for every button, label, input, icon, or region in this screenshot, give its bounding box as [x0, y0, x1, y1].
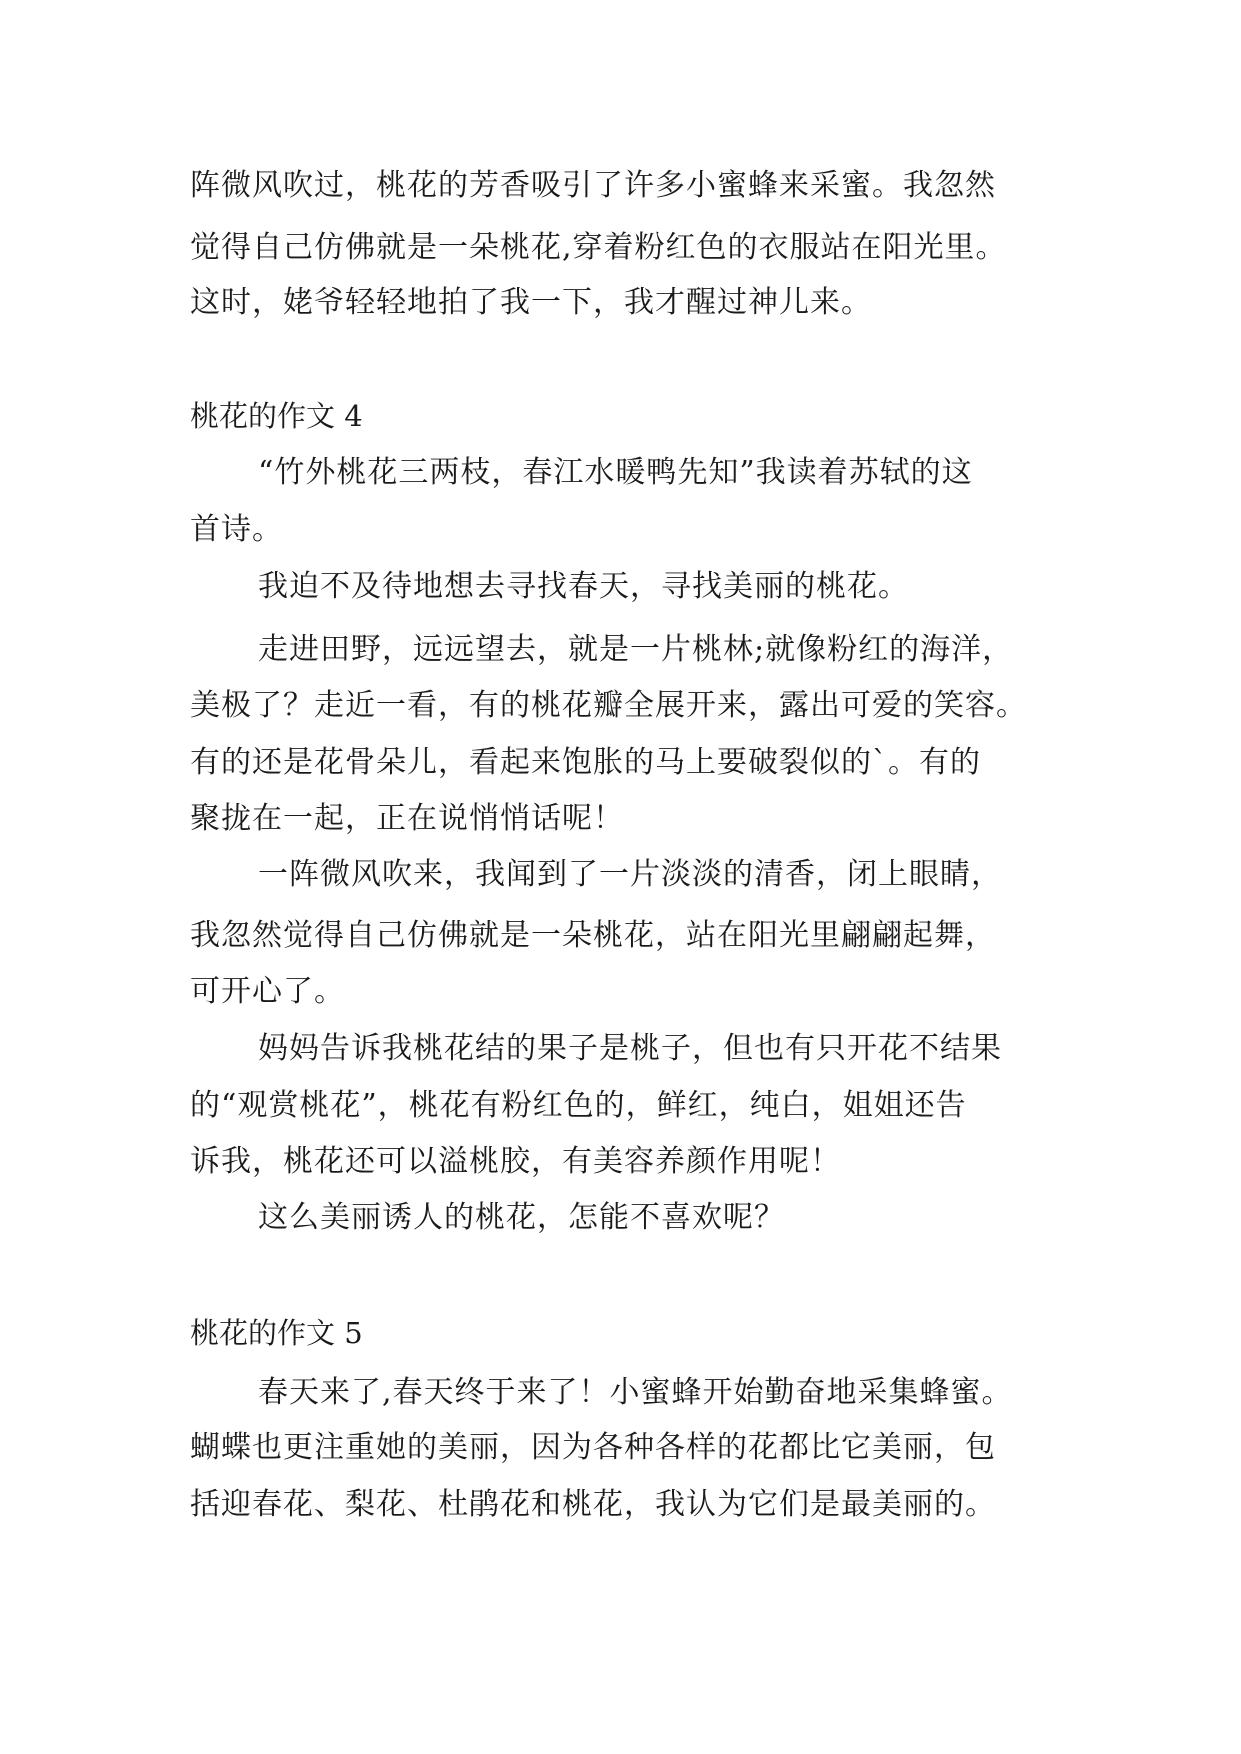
section-heading-4: 桃花的作文 4 — [190, 399, 363, 433]
text-line: 我忽然觉得自己仿佛就是一朵桃花，站在阳光里翩翩起舞， — [190, 918, 996, 953]
text-line: 走进田野，远远望去，就是一片桃林;就像粉红的海洋， — [258, 632, 1014, 667]
text-line: 阵微风吹过，桃花的芳香吸引了许多小蜜蜂来采蜜。我忽然 — [190, 168, 996, 203]
text-line: 的“观赏桃花”，桃花有粉红色的，鲜红，纯白，姐姐还告 — [190, 1088, 967, 1123]
section-heading-5: 桃花的作文 5 — [190, 1316, 363, 1350]
text-line: 春天来了,春天终于来了！小蜜蜂开始勤奋地采集蜂蜜。 — [258, 1375, 1013, 1410]
text-line: 妈妈告诉我桃花结的果子是桃子，但也有只开花不结果 — [258, 1031, 1002, 1066]
text-line: 蝴蝶也更注重她的美丽，因为各种各样的花都比它美丽，包 — [190, 1430, 996, 1465]
text-line: 这时，姥爷轻轻地拍了我一下，我才醒过神儿来。 — [190, 285, 872, 320]
text-line: 首诗。 — [190, 512, 283, 547]
text-line: 有的还是花骨朵儿，看起来饱胀的马上要破裂似的`。有的 — [190, 745, 981, 780]
text-line: 我迫不及待地想去寻找春天，寻找美丽的桃花。 — [258, 569, 909, 604]
text-line: 这么美丽诱人的桃花，怎能不喜欢呢？ — [258, 1200, 785, 1235]
text-line: 诉我，桃花还可以溢桃胶，有美容养颜作用呢！ — [190, 1144, 841, 1179]
text-line: “竹外桃花三两枝，春江水暖鸭先知”我读着苏轼的这 — [258, 455, 973, 490]
text-line: 觉得自己仿佛就是一朵桃花,穿着粉红色的衣服站在阳光里。 — [190, 230, 1007, 265]
text-line: 一阵微风吹来，我闻到了一片淡淡的清香，闭上眼睛， — [258, 857, 1002, 892]
text-line: 可开心了。 — [190, 974, 345, 1009]
text-line: 括迎春花、梨花、杜鹃花和桃花，我认为它们是最美丽的。 — [190, 1487, 996, 1522]
text-line: 聚拢在一起，正在说悄悄话呢！ — [190, 801, 624, 836]
text-line: 美极了？走近一看，有的桃花瓣全展开来，露出可爱的笑容。 — [190, 688, 1027, 723]
